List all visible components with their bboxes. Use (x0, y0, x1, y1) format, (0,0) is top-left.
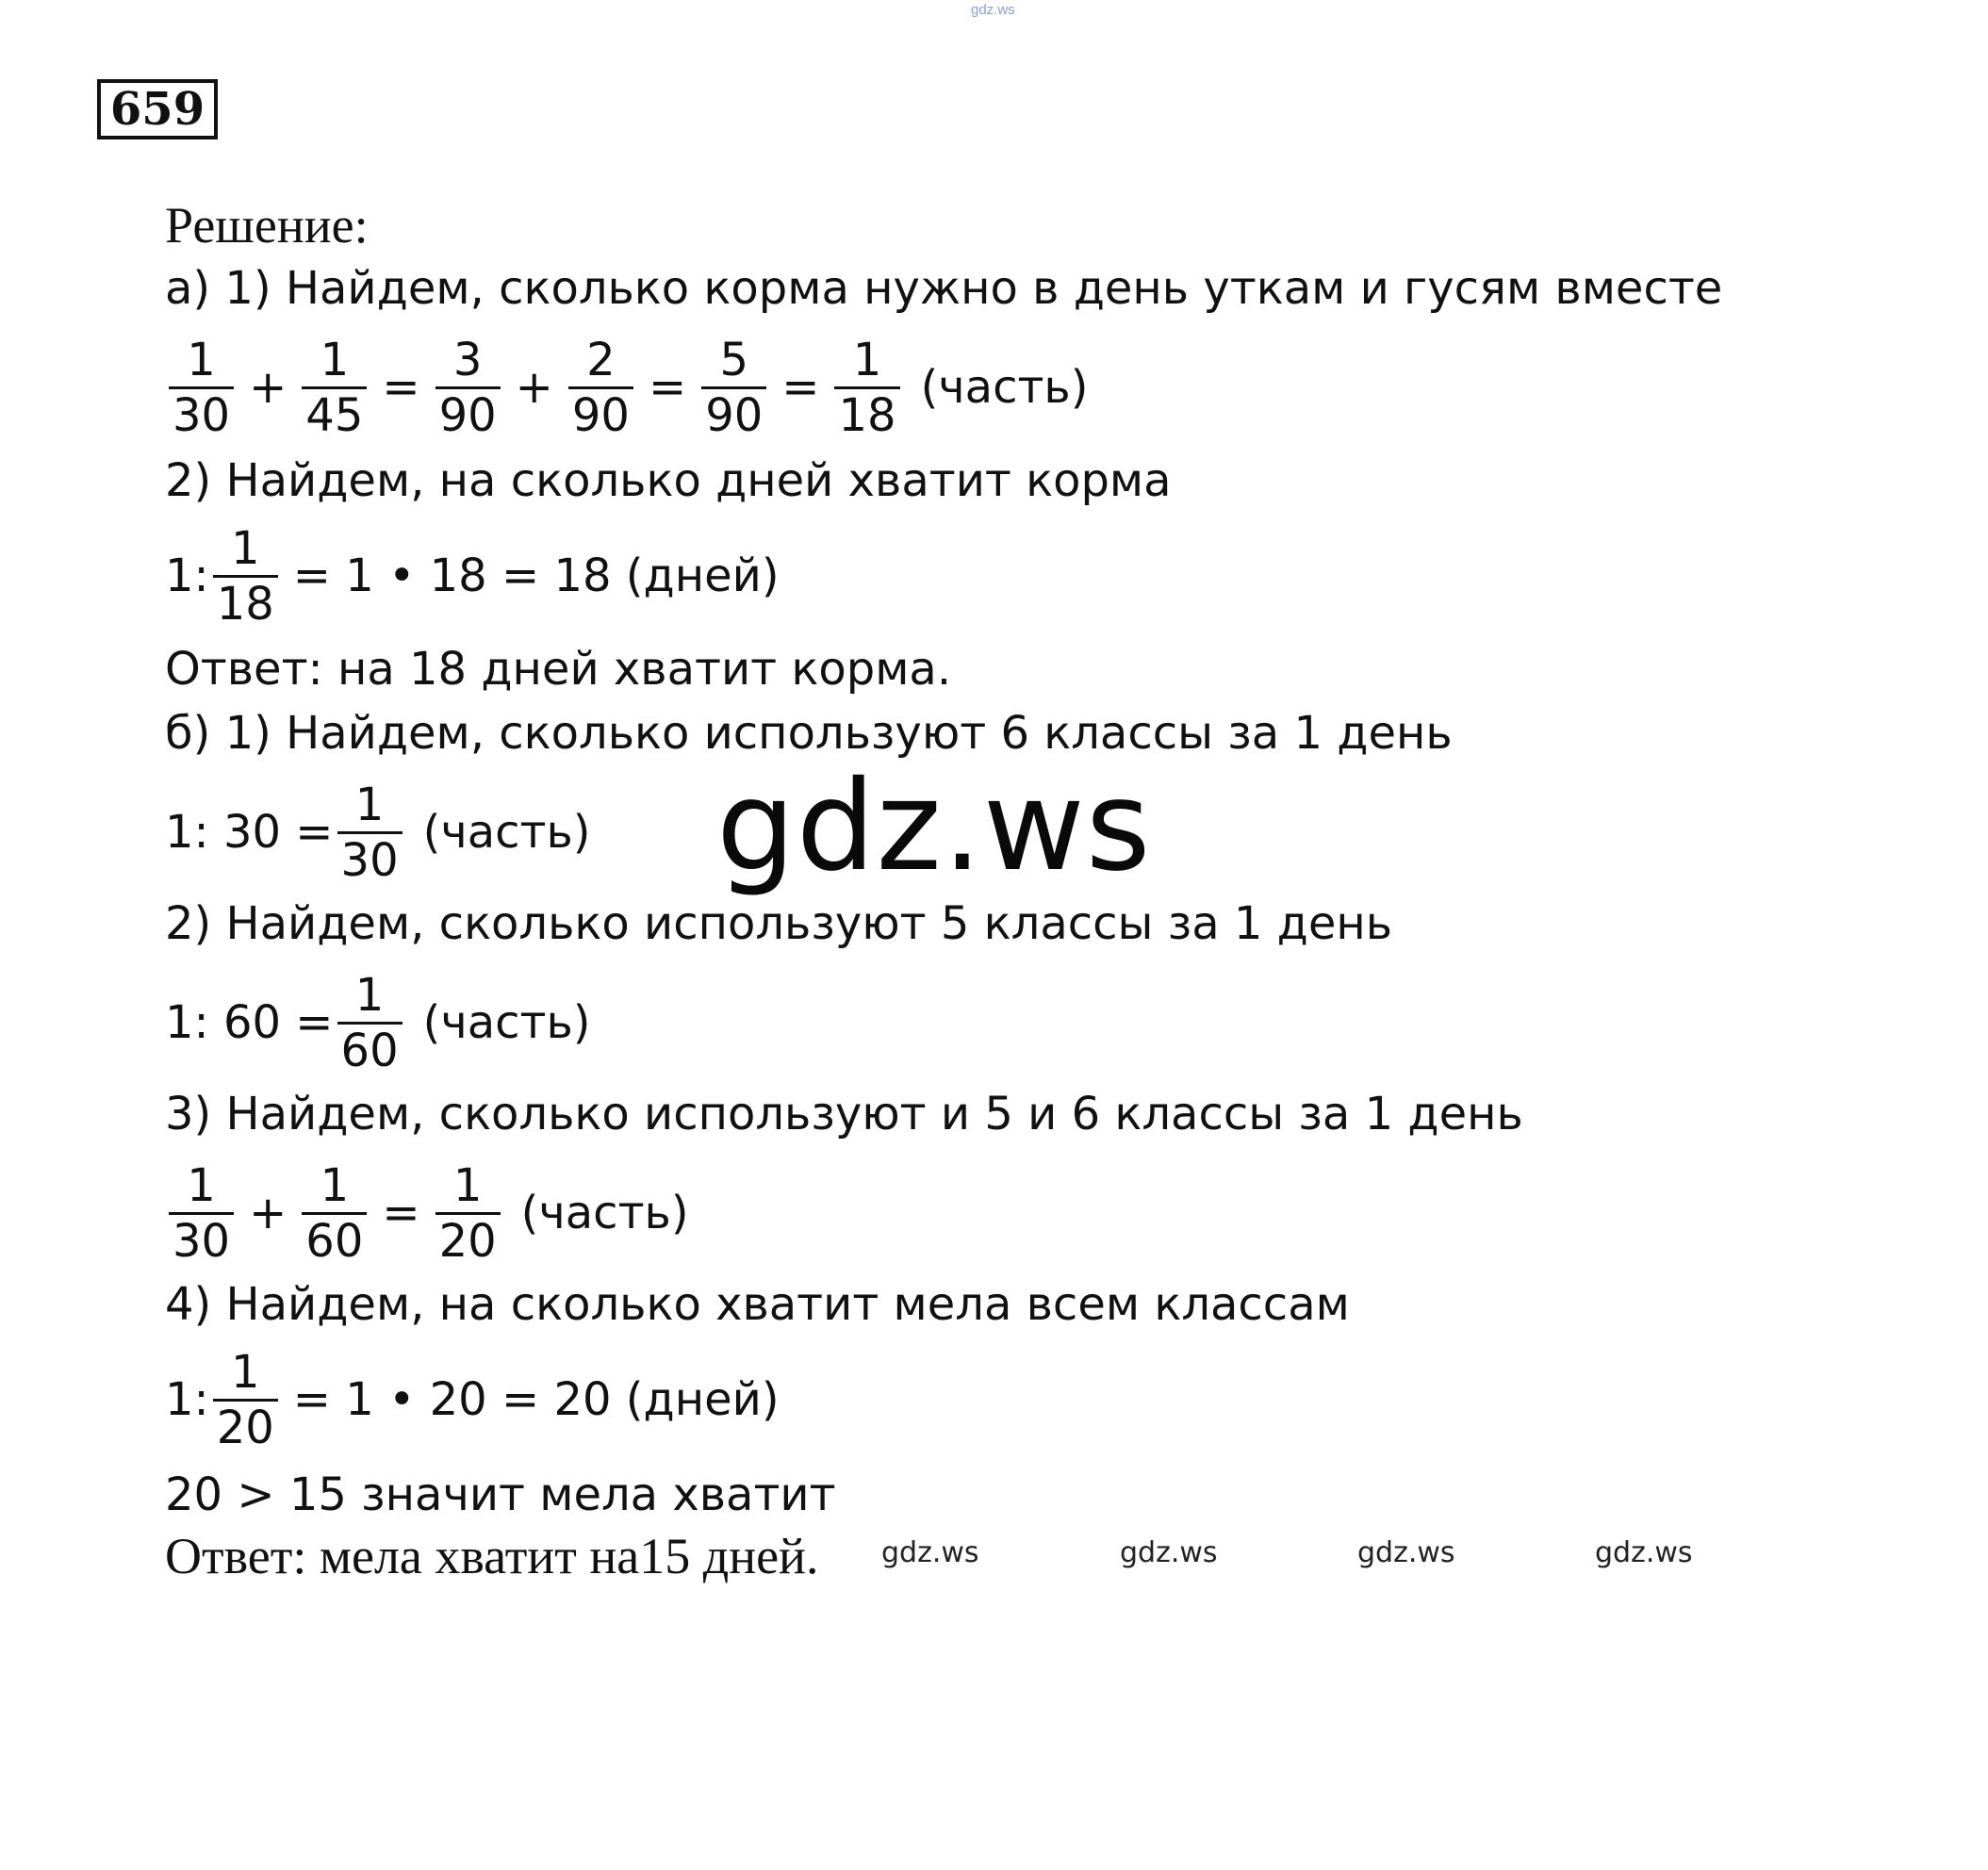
fraction: $\frac{1}{18}$ (213, 522, 278, 631)
part-b-equation-1: 1: 30 = $\frac{1}{30}$ (часть) (165, 778, 591, 887)
part-b-step-2: 2) Найдем, сколько используют 5 классы за 1 день (165, 897, 1393, 950)
part-b-answer: Ответ: мела хватит на15 дней. (165, 1528, 819, 1584)
part-a-equation-1: $\frac{1}{30}$ + $\frac{1}{45}$ = $\frac{3}{90}$ + $\frac{2}{90}$ = $\frac{5}{90}$ = $\frac{1}{18}$ (часть) (165, 326, 1088, 449)
part-b-comparison: 20 > 15 значит мела хватит (165, 1468, 836, 1521)
part-b-step-1: б) 1) Найдем, сколько используют 6 классы за 1 день (165, 707, 1453, 760)
fraction: $\frac{1}{60}$ (337, 969, 403, 1077)
fraction: $\frac{1}{20}$ (213, 1346, 278, 1454)
fraction: $\frac{3}{90}$ (435, 334, 501, 442)
center-watermark: gdz.ws (716, 754, 1152, 899)
solution-heading: Решение: (165, 197, 369, 254)
fraction: $\frac{5}{90}$ (701, 334, 766, 442)
part-a-step-1: а) 1) Найдем, сколько корма нужно в день уткам и гусям вместе (165, 262, 1723, 315)
fraction: $\frac{1}{45}$ (302, 334, 367, 442)
bottom-watermark-2: gdz.ws (1120, 1536, 1218, 1569)
fraction: $\frac{1}{60}$ (302, 1159, 367, 1268)
part-b-step-3: 3) Найдем, сколько используют и 5 и 6 классы за 1 день (165, 1088, 1523, 1140)
part-a-equation-2: 1: $\frac{1}{18}$ = 1 • 18 = 18 (дней) (165, 521, 780, 631)
part-b-step-4: 4) Найдем, на сколько хватит мела всем классам (165, 1278, 1350, 1331)
part-a-answer: Ответ: на 18 дней хватит корма. (165, 643, 952, 696)
part-b-equation-4: 1: $\frac{1}{20}$ = 1 • 20 = 20 (дней) (165, 1345, 780, 1454)
bottom-watermark-3: gdz.ws (1357, 1536, 1455, 1569)
part-b-equation-2: 1: 60 = $\frac{1}{60}$ (часть) (165, 968, 591, 1077)
fraction: $\frac{1}{30}$ (337, 779, 403, 887)
part-b-equation-3: $\frac{1}{30}$ + $\frac{1}{60}$ = $\frac{1}{20}$ (часть) (165, 1152, 689, 1274)
bottom-watermark-4: gdz.ws (1595, 1536, 1693, 1569)
fraction: $\frac{1}{18}$ (834, 334, 899, 442)
problem-number: 659 (97, 79, 218, 139)
top-watermark: gdz.ws (971, 2, 1015, 18)
fraction: $\frac{2}{90}$ (568, 334, 633, 442)
fraction: $\frac{1}{20}$ (435, 1159, 501, 1268)
part-a-step-2: 2) Найдем, на сколько дней хватит корма (165, 454, 1172, 507)
bottom-watermark-1: gdz.ws (881, 1536, 979, 1569)
fraction: $\frac{1}{30}$ (169, 1159, 234, 1268)
fraction: $\frac{1}{30}$ (169, 334, 234, 442)
